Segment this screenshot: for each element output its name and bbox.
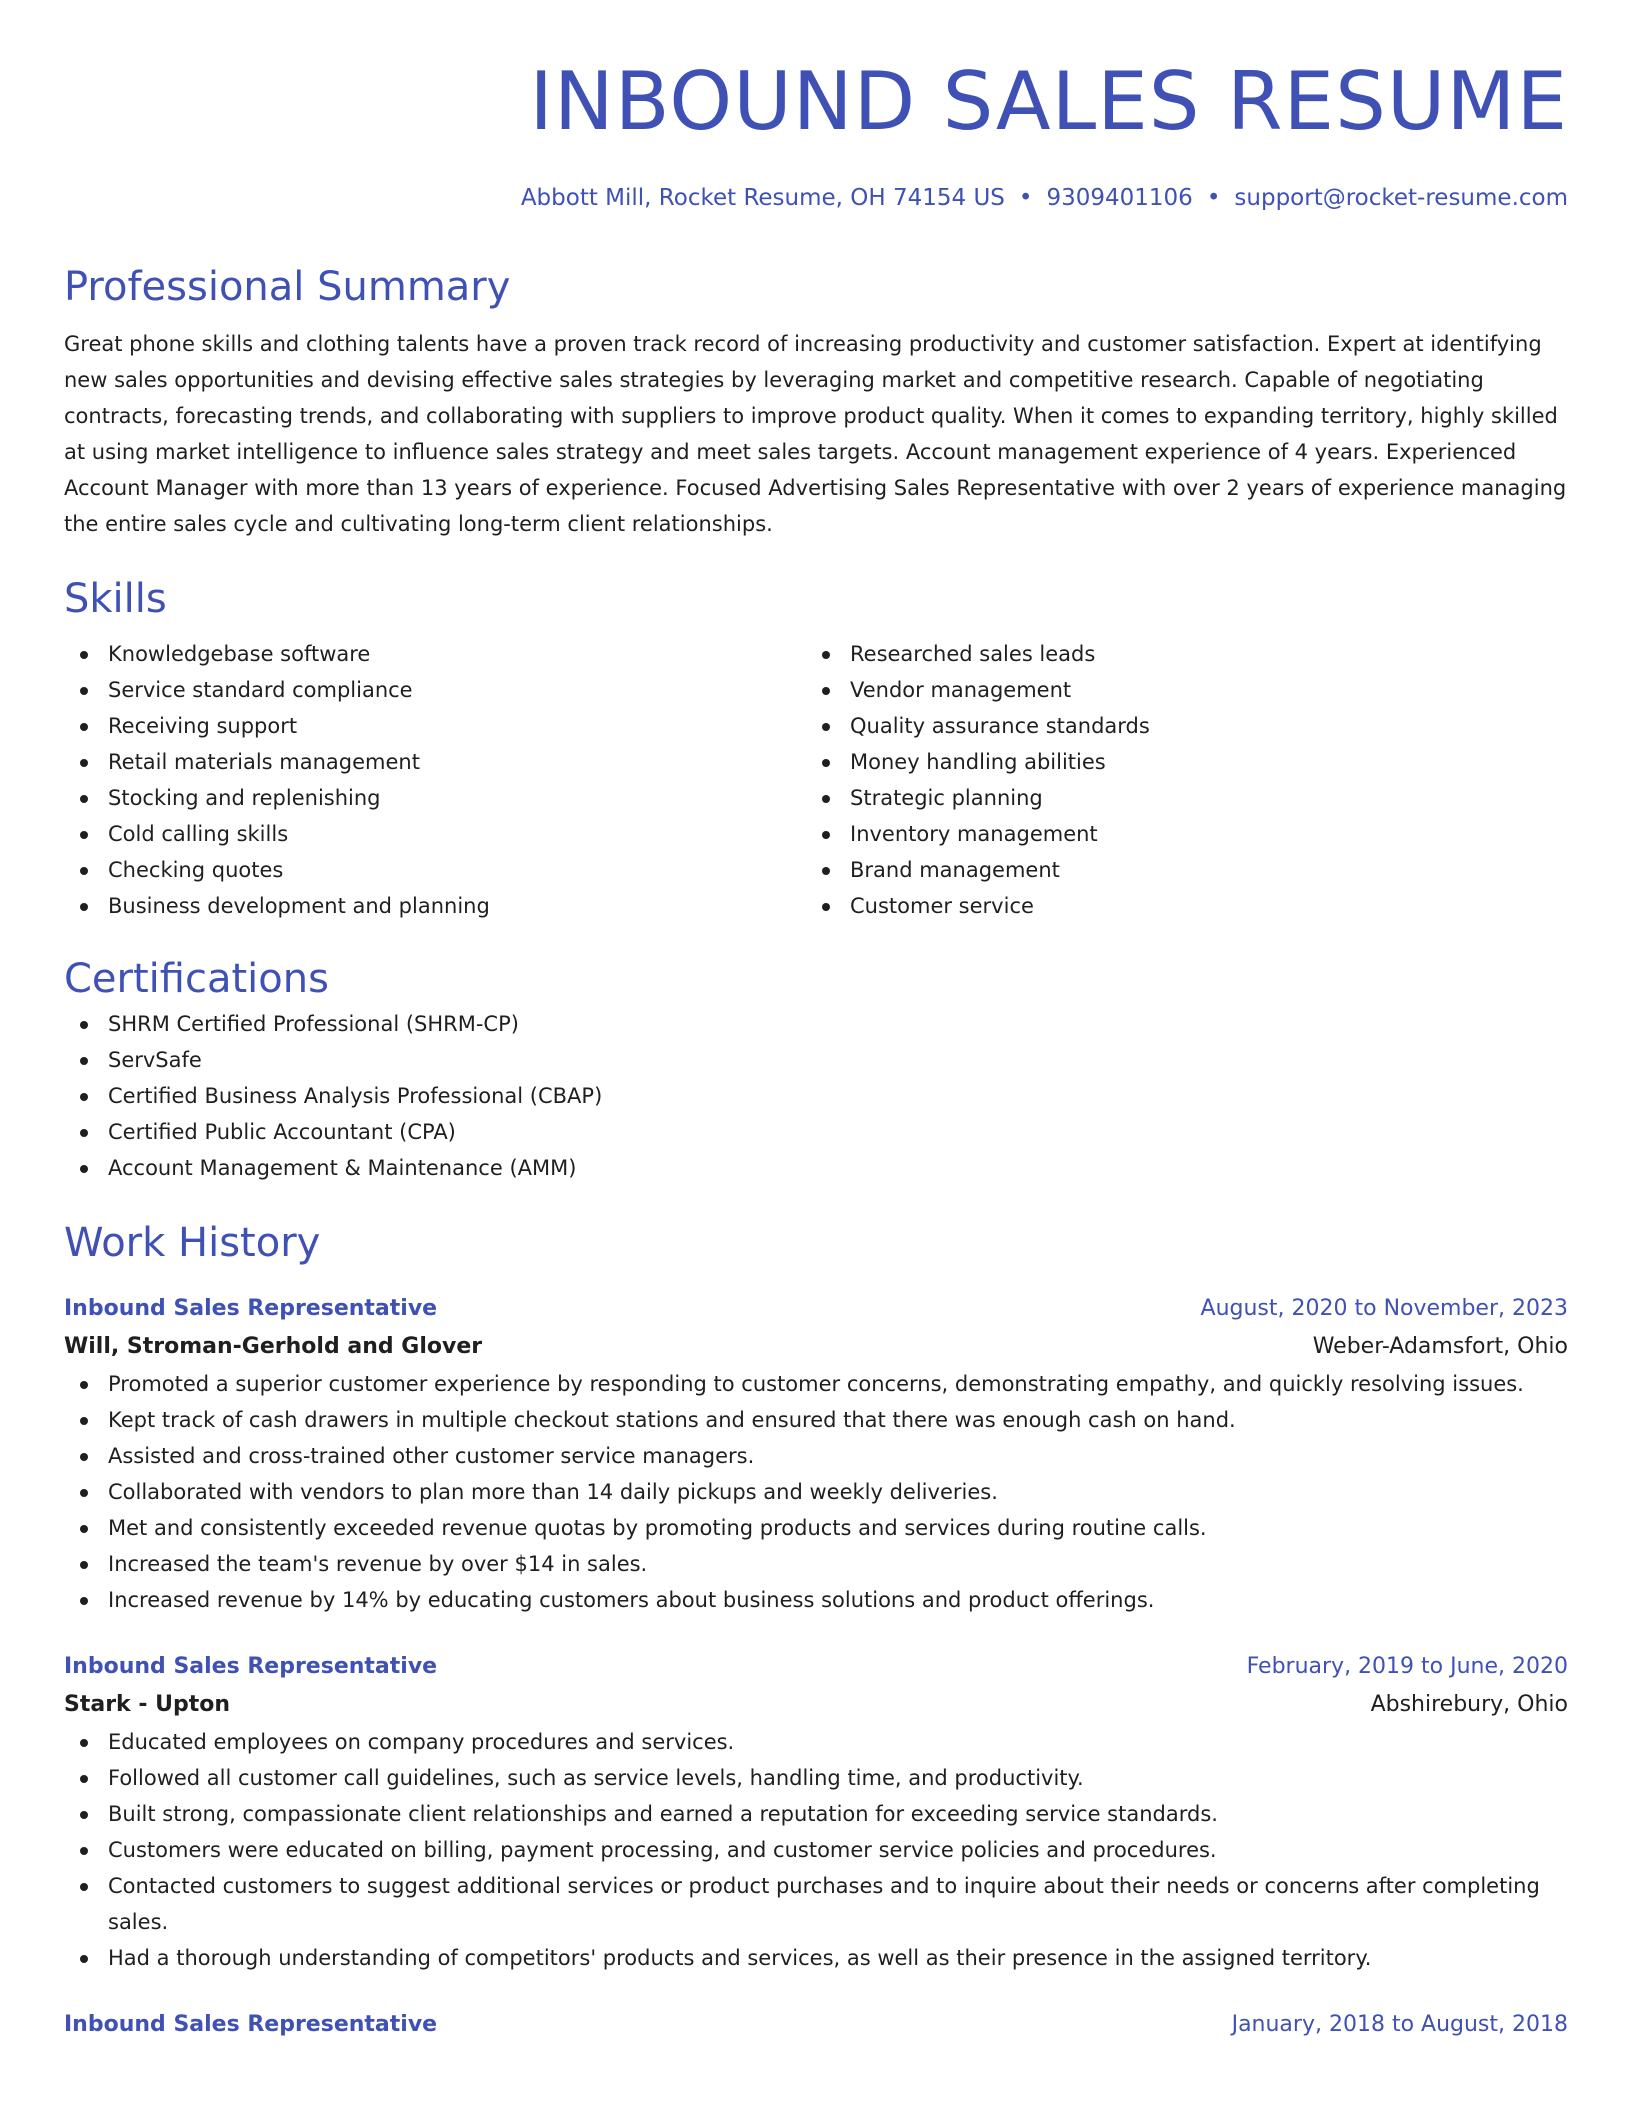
resume-header [64, 0, 1568, 214]
contact-address: Abbott Mill, Rocket Resume, OH 74154 US [520, 185, 1005, 211]
skills-column-left [64, 636, 806, 924]
job-item: Increased the team's revenue by over $14 in sales. [64, 1546, 1568, 1582]
job-item: Customers were educated on billing, payment processing, and customer service policies and procedures. [64, 1832, 1568, 1868]
job-role: Inbound Sales Representative [64, 1296, 438, 1321]
skills-grid [64, 636, 1568, 924]
work-history-heading: Work History [64, 1220, 321, 1266]
skills-item: Inventory management [806, 816, 1548, 852]
job-dates: August, 2020 to November, 2023 [1200, 1296, 1568, 1321]
skills-item: Knowledgebase software [64, 636, 806, 672]
job-item: Promoted a superior customer experience by responding to customer concerns, demonstrating empathy, and quickly resolving issues. [64, 1366, 1568, 1402]
job-entry [64, 1648, 1568, 1976]
job-bullets [64, 1724, 1568, 1976]
job-role: Inbound Sales Representative [64, 1654, 438, 1679]
certifications-item: Account Management & Maintenance (AMM) [64, 1150, 1568, 1186]
job-bullets [64, 1366, 1568, 1618]
job-company: Stark - Upton [64, 1692, 231, 1717]
contact-phone: 9309401106 [1046, 185, 1193, 211]
certifications-item: ServSafe [64, 1042, 1568, 1078]
certifications-item: Certified Business Analysis Professional (CBAP) [64, 1078, 1568, 1114]
job-dates: February, 2019 to June, 2020 [1246, 1654, 1568, 1679]
job-item: Contacted customers to suggest additional services or product purchases and to inquire about their needs or concerns after completing sales. [64, 1868, 1568, 1940]
skills-item: Stocking and replenishing [64, 780, 806, 816]
skills-item: Cold calling skills [64, 816, 806, 852]
job-role: Inbound Sales Representative [64, 2012, 438, 2037]
job-item: Followed all customer call guidelines, such as service levels, handling time, and productivity. [64, 1760, 1568, 1796]
skills-heading: Skills [64, 576, 167, 622]
contact-separator: • [1206, 185, 1221, 211]
job-location: Weber-Adamsfort, Ohio [1312, 1334, 1568, 1359]
job-item: Kept track of cash drawers in multiple checkout stations and ensured that there was enough cash on hand. [64, 1402, 1568, 1438]
resume-page [64, 0, 1568, 2044]
job-location: Abshirebury, Ohio [1370, 1692, 1568, 1717]
job-header-row [64, 1648, 1568, 1686]
job-company-row [64, 1686, 1568, 1724]
job-item: Educated employees on company procedures and services. [64, 1724, 1568, 1760]
job-header-row [64, 2006, 1568, 2044]
skills-item: Strategic planning [806, 780, 1548, 816]
skills-item: Customer service [806, 888, 1548, 924]
summary-heading: Professional Summary [64, 264, 511, 310]
skills-item: Money handling abilities [806, 744, 1548, 780]
certifications-list [64, 1006, 1568, 1186]
certifications-item: Certified Public Accountant (CPA) [64, 1114, 1568, 1150]
job-item: Increased revenue by 14% by educating customers about business solutions and product offerings. [64, 1582, 1568, 1618]
skills-item: Business development and planning [64, 888, 806, 924]
certifications-heading: Certifications [64, 956, 329, 1002]
skills-item: Brand management [806, 852, 1548, 888]
contact-separator: • [1018, 185, 1033, 211]
skills-item: Quality assurance standards [806, 708, 1548, 744]
skills-column-right [806, 636, 1548, 924]
job-item: Assisted and cross-trained other customer service managers. [64, 1438, 1568, 1474]
certifications-item: SHRM Certified Professional (SHRM-CP) [64, 1006, 1568, 1042]
job-entry [64, 2006, 1568, 2044]
skills-item: Researched sales leads [806, 636, 1548, 672]
summary-text: Great phone skills and clothing talents have a proven track record of increasing productivity and customer satisfaction. Expert at identifying new sales opportunities and devising effective sales strategies by leveraging market and competitive research. Capable of negotiating contracts, forecasting trends, and collaborating with suppliers to improve product quality. When it comes to expanding territory, highly skilled at using market intelligence to influence sales strategy and meet sales targets. Account management experience of 4 years. Experienced Account Manager with more than 13 years of experience. Focused Advertising Sales Representative with over 2 years of experience managing the entire sales cycle and cultivating long-term client relationships. [64, 332, 1567, 536]
job-header-row [64, 1290, 1568, 1328]
skills-item: Retail materials management [64, 744, 806, 780]
skills-item: Vendor management [806, 672, 1548, 708]
skills-list-left [64, 636, 806, 924]
contact-email: support@rocket-resume.com [1234, 185, 1568, 211]
job-entry [64, 1290, 1568, 1618]
skills-item: Checking quotes [64, 852, 806, 888]
job-dates: January, 2018 to August, 2018 [1231, 2012, 1568, 2037]
skills-item: Receiving support [64, 708, 806, 744]
job-company: Will, Stroman-Gerhold and Glover [64, 1334, 483, 1359]
job-item: Had a thorough understanding of competitors' products and services, as well as their presence in the assigned territory. [64, 1940, 1568, 1976]
skills-list-right [806, 636, 1548, 924]
job-company-row [64, 1328, 1568, 1366]
job-item: Met and consistently exceeded revenue quotas by promoting products and services during routine calls. [64, 1510, 1568, 1546]
contact-line [64, 182, 1568, 214]
resume-title: INBOUND SALES RESUME [529, 55, 1568, 148]
job-item: Built strong, compassionate client relationships and earned a reputation for exceeding service standards. [64, 1796, 1568, 1832]
skills-item: Service standard compliance [64, 672, 806, 708]
job-item: Collaborated with vendors to plan more than 14 daily pickups and weekly deliveries. [64, 1474, 1568, 1510]
